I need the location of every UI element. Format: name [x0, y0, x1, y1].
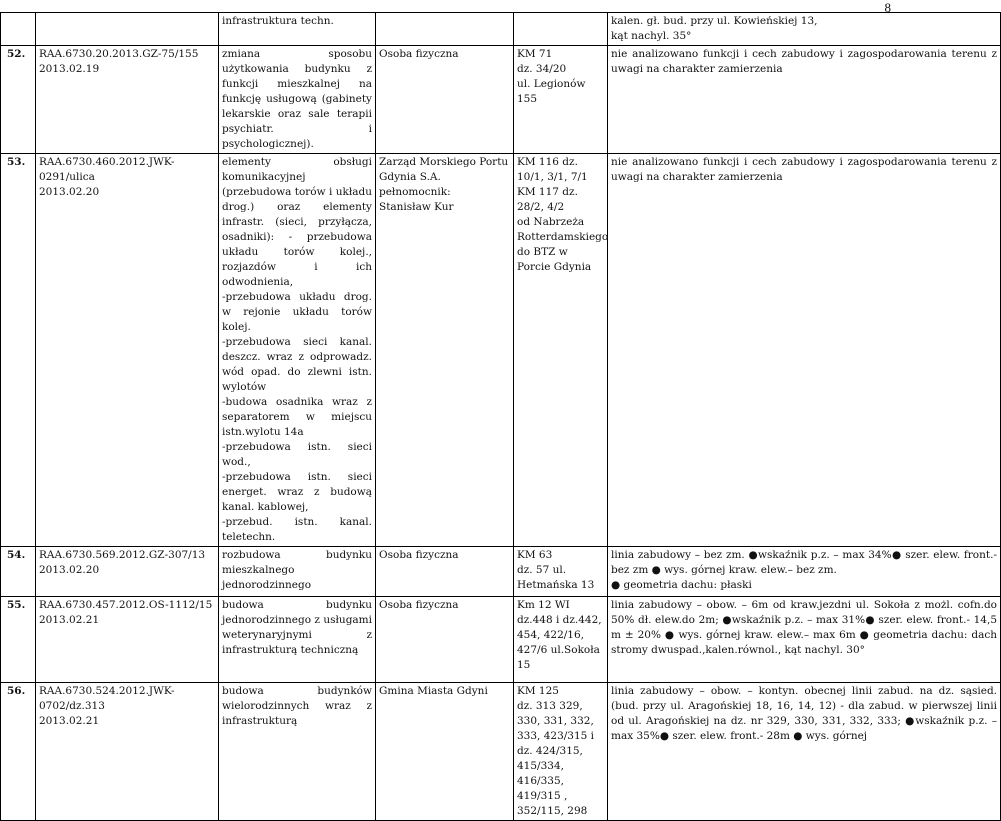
page-number: 8: [884, 0, 891, 15]
cell-sign: [36, 46, 219, 154]
sign-line: 2013.02.19: [39, 63, 100, 75]
decision-line: linia zabudowy – obow. – 6m od kraw.jezdni ul. Sokoła z możl. cofn.do 50% dł. elew.do 2m; ●wskaźnik p.z. – max 31%● szer. elew. front.- 14,5 m ± 20% ● wys. górnej kraw. elew.– max 6m ● geometria dachu: dach stromy dwuspad.,kalen.równol., kąt nachyl. 30°: [611, 599, 997, 656]
cell-location: [514, 154, 608, 547]
sign-line: RAA.6730.20.2013.GZ-75/155: [39, 48, 199, 60]
location-line: dz. 57 ul.: [517, 564, 567, 576]
decision-line: kalen. gł. bud. przy ul. Kowieńskiej 13,: [611, 15, 818, 27]
cell-decision: [608, 597, 1001, 683]
desc-line: -przebudowa istn. sieci energet. wraz z budową kanal. kablowej,: [222, 471, 372, 513]
decision-line: nie analizowano funkcji i cech zabudowy i zagospodarowania terenu z uwagi na charakter zamierzenia: [611, 156, 997, 183]
cell-nr: [1, 683, 36, 821]
desc-line: infrastruktura techn.: [222, 15, 334, 27]
cell-decision: [608, 683, 1001, 821]
cell-applicant: [376, 13, 514, 46]
applicant-line: Zarząd Morskiego Portu Gdynia S.A.: [379, 156, 509, 183]
sign-line: RAA.6730.524.2012.JWK-0702/dz.313: [39, 685, 175, 712]
location-line: KM 63: [517, 549, 553, 561]
location-line: dz. 34/20: [517, 63, 567, 75]
cell-nr: [1, 13, 36, 46]
table-row: [1, 154, 1001, 547]
location-line: Km 12 WI: [517, 599, 570, 611]
cell-applicant: [376, 46, 514, 154]
nr-text: 55.: [7, 599, 26, 611]
applicant-line: Osoba fizyczna: [379, 549, 459, 561]
applicant-line: Osoba fizyczna: [379, 599, 459, 611]
cell-applicant: [376, 683, 514, 821]
decision-line: kąt nachyl. 35°: [611, 30, 692, 42]
cell-decision: [608, 154, 1001, 547]
cell-sign: [36, 597, 219, 683]
applicant-line: Stanisław Kur: [379, 201, 454, 213]
desc-line: rozbudowa budynku mieszkalnego jednorodzinnego: [222, 549, 372, 591]
nr-text: 54.: [7, 549, 26, 561]
sign-line: 2013.02.20: [39, 564, 100, 576]
decision-line: linia zabudowy – bez zm. ●wskaźnik p.z. – max 34%● szer. elew. front.- bez zm ● wys. górnej kraw. elew.– bez zm.: [611, 549, 997, 576]
desc-line: budowa budynku jednorodzinnego z usługami weterynaryjnymi z infrastrukturą techniczną: [222, 599, 372, 656]
location-line: Hetmańska 13: [517, 579, 595, 591]
sign-line: 2013.02.20: [39, 186, 100, 198]
cell-decision: [608, 46, 1001, 154]
applicant-line: Gmina Miasta Gdyni: [379, 685, 488, 697]
cell-sign: [36, 154, 219, 547]
desc-line: budowa budynków wielorodzinnych wraz z infrastrukturą: [222, 685, 372, 727]
decision-line: nie analizowano funkcji i cech zabudowy i zagospodarowania terenu z uwagi na charakter zamierzenia: [611, 48, 997, 75]
desc-line: -przebudowa istn. sieci wod.,: [222, 441, 372, 468]
desc-line: zmiana sposobu użytkowania budynku z funkcji mieszkalnej na funkcję usługową (gabinety lekarskie oraz sale terapii psychiatr. i psychologicznej).: [222, 48, 372, 150]
cell-location: [514, 683, 608, 821]
sign-line: RAA.6730.460.2012.JWK-0291/ulica: [39, 156, 175, 183]
table-row: [1, 597, 1001, 683]
cell-applicant: [376, 154, 514, 547]
sign-line: RAA.6730.457.2012.OS-1112/15: [39, 599, 213, 611]
cell-decision: [608, 547, 1001, 597]
location-line: KM 116 dz. 10/1, 3/1, 7/1: [517, 156, 588, 183]
desc-line: elementy obsługi komunikacyjnej (przebudowa torów i układu drog.) oraz elementy infrastr. (sieci, przyłącza, osadniki): - przebudowa układu torów kolej., rozjazdów i ich odwodnienia,: [222, 156, 372, 288]
cell-nr: [1, 597, 36, 683]
nr-text: 56.: [7, 685, 26, 697]
cell-location: [514, 597, 608, 683]
cell-desc: [219, 683, 376, 821]
decisions-table: [0, 12, 1001, 821]
sign-line: RAA.6730.569.2012.GZ-307/13: [39, 549, 206, 561]
cell-desc: [219, 154, 376, 547]
location-line: KM 125: [517, 685, 559, 697]
location-line: od Nabrzeża Rotterdamskiego do BTZ w Porcie Gdynia: [517, 216, 609, 273]
sign-line: 2013.02.21: [39, 614, 100, 626]
desc-line: -przebud. istn. kanal. teletechn.: [222, 516, 372, 543]
cell-nr: [1, 46, 36, 154]
cell-location: [514, 547, 608, 597]
nr-text: 53.: [7, 156, 26, 168]
applicant-line: pełnomocnik:: [379, 186, 451, 198]
cell-applicant: [376, 597, 514, 683]
desc-line: -przebudowa układu drog. w rejonie układu torów kolej.: [222, 291, 372, 333]
cell-nr: [1, 154, 36, 547]
table-row: [1, 547, 1001, 597]
cell-desc: [219, 597, 376, 683]
document-table-wrapper: [0, 12, 997, 817]
cell-desc: [219, 13, 376, 46]
desc-line: -budowa osadnika wraz z separatorem w miejscu istn.wylotu 14a: [222, 396, 372, 438]
cell-sign: [36, 683, 219, 821]
decision-line: ● geometria dachu: płaski: [611, 579, 752, 591]
table-row: [1, 683, 1001, 821]
cell-location: [514, 46, 608, 154]
cell-applicant: [376, 547, 514, 597]
table-row: [1, 13, 1001, 46]
cell-sign: [36, 13, 219, 46]
location-line: dz. 313 329, 330, 331, 332, 333, 423/315 i dz. 424/315, 415/334, 416/335, 419/315 , 352/115, 298: [517, 700, 595, 817]
applicant-line: Osoba fizyczna: [379, 48, 459, 60]
cell-desc: [219, 547, 376, 597]
decision-line: linia zabudowy – obow. – kontyn. obecnej linii zabud. na dz. sąsied. (bud. przy ul. Aragońskiej 18, 16, 14, 12) - dla zabud. w pierwszej linii od ul. Aragońskiej na dz. nr 329, 330, 331, 332, 333; ●wskaźnik p.z. – max 35%● szer. elew. front.- 28m ● wys. górnej: [611, 685, 997, 742]
cell-nr: [1, 547, 36, 597]
cell-sign: [36, 547, 219, 597]
desc-line: -przebudowa sieci kanal. deszcz. wraz z odprowadz. wód opad. do zlewni istn. wylotów: [222, 336, 372, 393]
cell-desc: [219, 46, 376, 154]
location-line: dz.448 i dz.442, 454, 422/16, 427/6 ul.Sokoła 15: [517, 614, 602, 671]
nr-text: 52.: [7, 48, 26, 60]
cell-location: [514, 13, 608, 46]
cell-decision: [608, 13, 1001, 46]
table-row: [1, 46, 1001, 154]
location-line: ul. Legionów 155: [517, 78, 586, 105]
location-line: KM 71: [517, 48, 553, 60]
location-line: KM 117 dz. 28/2, 4/2: [517, 186, 578, 213]
sign-line: 2013.02.21: [39, 715, 100, 727]
